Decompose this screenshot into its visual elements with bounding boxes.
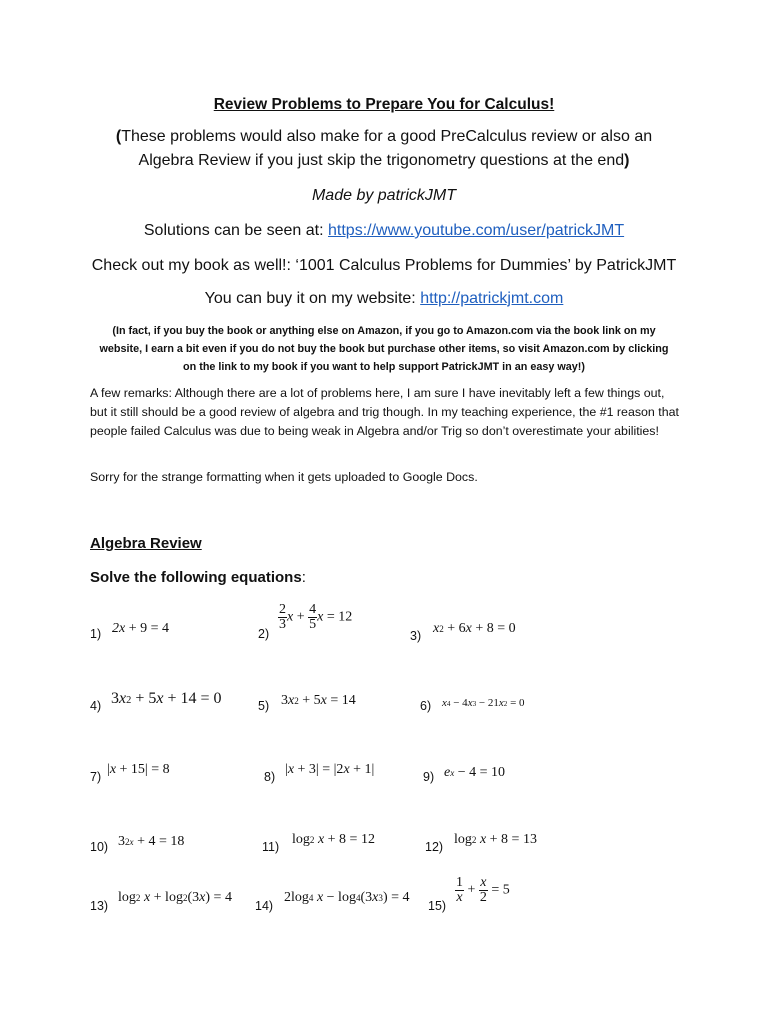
solutions-line — [0, 222, 768, 240]
problem-number: 8) — [264, 770, 276, 784]
website-link[interactable]: http://patrickjmt.com — [420, 290, 564, 307]
problem-number: 5) — [258, 699, 270, 713]
equation-8: |x + 3| = |2x + 1| — [285, 762, 375, 777]
equation-11: $\log_2 x + 8 = 12$ — [292, 832, 375, 847]
equation-9: $e^x - 4 = 10$ — [444, 765, 506, 780]
equation-2: $\frac{2}{3}$ x + $\frac{4}{5}$ x = 12 — [279, 602, 353, 632]
problem-number: 11) — [262, 840, 280, 854]
youtube-link[interactable]: https://www.youtube.com/user/patrickJMT — [328, 222, 625, 239]
equation-6: $x^4 - 4x^3 - 21x^2 = 0$ — [442, 697, 525, 709]
equation-10: $3^{2x} + 4 = 18$ — [118, 834, 185, 849]
section-heading: Algebra Review — [90, 535, 202, 552]
remarks-paragraph: A few remarks: Although there are a lot of problems here, I am sure I have inevitably left a few things out, but it still should be a good review of algebra and trig though. In my teaching experience, the #1 reason that people failed Calculus was due to being weak in Algebra and/or Trig so don’t overestimate your abilities! — [90, 386, 679, 438]
problem-number: 14) — [255, 899, 274, 913]
problem-number: 4) — [90, 699, 102, 713]
equation-7: |x + 15| = 8 — [107, 762, 170, 777]
amazon-note: (In fact, if you buy the book or anything else on Amazon, if you go to Amazon.com via the book link on my website, I earn a bit even if you do not buy the book but purchase other items, so visit Amazon.com by clicking on the link to my book if you want to help support PatrickJMT in an easy way!) — [99, 325, 669, 373]
intro-line-2: Algebra Review if you just skip the trigonometry questions at the end) — [138, 152, 630, 169]
website-label: You can buy it on my website: — [204, 290, 421, 307]
problem-number: 2) — [258, 627, 270, 641]
problem-number: 6) — [420, 699, 432, 713]
equation-13: $\log_2 x + \log_2(3x) = 4$ — [118, 890, 232, 905]
equation-15: $\frac{1}{x}$ + $\frac{x}{2}$ = 5 — [456, 875, 510, 905]
book-line: Check out my book as well!: ‘1001 Calculus Problems for Dummies’ by PatrickJMT — [91, 257, 677, 274]
equation-5: $3x^2 + 5x = 14$ — [281, 693, 356, 708]
problem-number: 13) — [90, 899, 109, 913]
equation-3: $x^2 + 6x + 8 = 0$ — [433, 621, 516, 636]
instruction-line: Solve the following equations: — [90, 569, 306, 586]
equation-12: $\log_2 x + 8 = 13$ — [454, 832, 537, 847]
website-line — [0, 290, 768, 308]
problem-number: 12) — [425, 840, 444, 854]
problem-number: 15) — [428, 899, 447, 913]
equation-4: $3x^2 + 5x + 14 = 0$ — [111, 690, 222, 707]
intro-line-1: (These problems would also make for a good PreCalculus review or also an — [115, 128, 653, 145]
problem-number: 3) — [410, 629, 422, 643]
page-title: Review Problems to Prepare You for Calculus! — [213, 96, 555, 113]
author-line: Made by patrickJMT — [311, 187, 457, 204]
equation-14: $2\log_4$ $x - \log_4(3x^3) = 4$ — [284, 890, 410, 905]
problem-number: 7) — [90, 770, 102, 784]
problem-number: 1) — [90, 627, 102, 641]
equation-1: 2x + 9 = 4 — [112, 621, 170, 636]
formatting-note: Sorry for the strange formatting when it gets uploaded to Google Docs. — [90, 470, 478, 484]
problem-number: 9) — [423, 770, 435, 784]
solutions-label: Solutions can be seen at: — [143, 222, 328, 239]
problem-number: 10) — [90, 840, 109, 854]
